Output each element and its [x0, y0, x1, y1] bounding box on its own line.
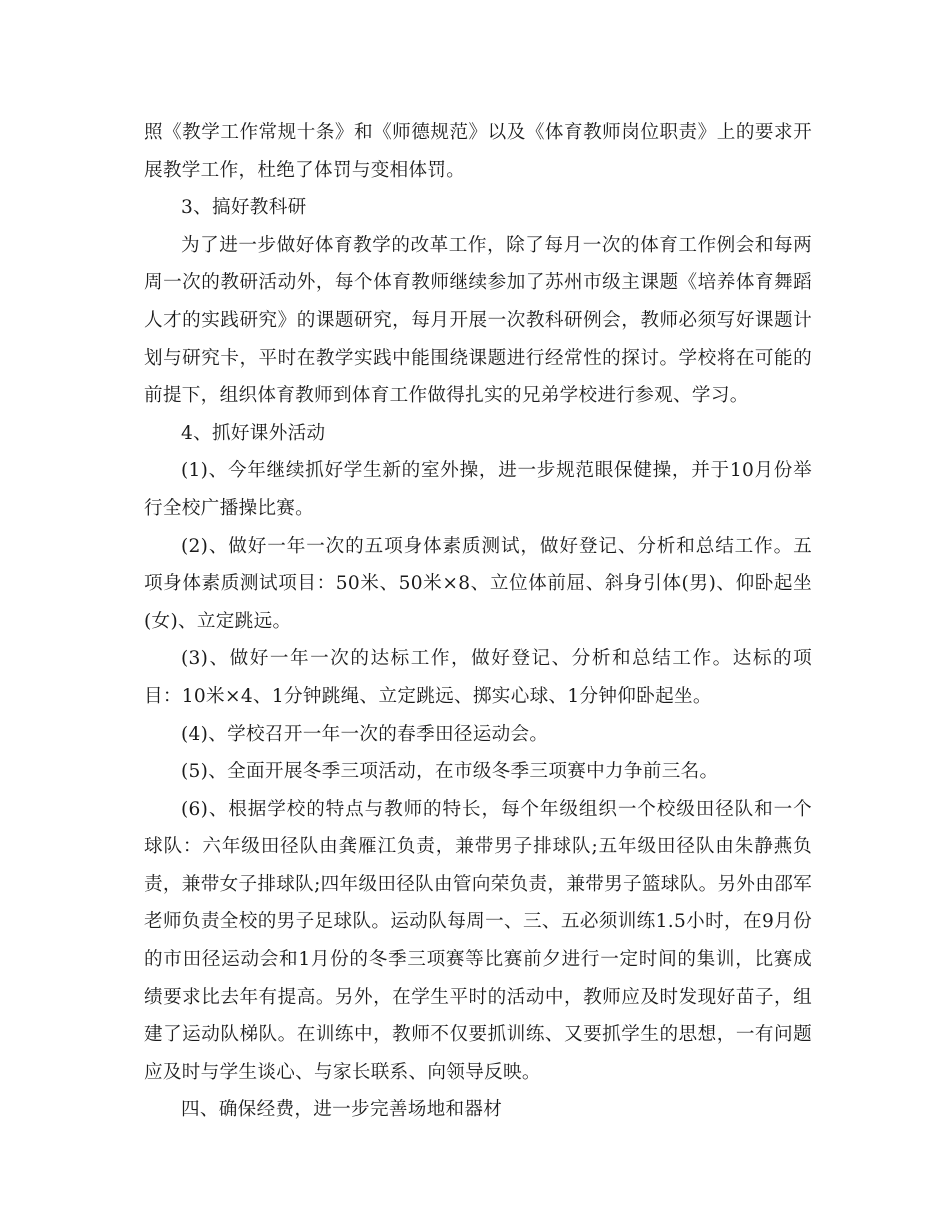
heading-research: 3、搞好教科研: [181, 197, 307, 219]
heading-extracurricular: 4、抓好课外活动: [181, 422, 326, 444]
heading-funding: 四、确保经费，进一步完善场地和器材: [181, 1099, 503, 1121]
paragraph-teaching-norms: 照《教学工作常规十条》和《师德规范》以及《体育教师岗位职责》上的要求开展教学工作，杜绝了体罚与变相体罚。: [144, 122, 812, 181]
paragraph-item-3: (3)、做好一年一次的达标工作，做好登记、分析和总结工作。达标的项目：10米×4、1分钟跳绳、立定跳远、掷实心球、1分钟仰卧起坐。: [144, 648, 812, 707]
paragraph-item-5: (5)、全面开展冬季三项活动，在市级冬季三项赛中力争前三名。: [181, 761, 719, 783]
paragraph-item-4: (4)、学校召开一年一次的春季田径运动会。: [181, 723, 549, 745]
paragraph-item-1: (1)、今年继续抓好学生新的室外操，进一步规范眼保健操，并于10月份举行全校广播操比赛。: [144, 460, 812, 519]
paragraph-item-2: (2)、做好一年一次的五项身体素质测试，做好登记、分析和总结工作。五项身体素质测试项目：50米、50米×8、立位体前屈、斜身引体(男)、仰卧起坐(女)、立定跳远。: [144, 535, 812, 632]
paragraph-item-6: (6)、根据学校的特点与教师的特长，每个年级组织一个校级田径队和一个球队：六年级田径队由龚雁江负责，兼带男子排球队;五年级田径队由朱静燕负责，兼带女子排球队;四年级田径队由管向荣负责，兼带男子篮球队。另外由邵军老师负责全校的男子足球队。运动队每周一、三、五必须训练1.5小时，在9月份的市田径运动会和1月份的冬季三项赛等比赛前夕进行一定时间的集训，比赛成绩要求比去年有提高。另外，在学生平时的活动中，教师应及时发现好苗子，组建了运动队梯队。在训练中，教师不仅要抓训练、又要抓学生的思想，一有问题应及时与学生谈心、与家长联系、向领导反映。: [144, 798, 812, 1083]
document-body: [144, 114, 812, 1129]
paragraph-research: 为了进一步做好体育教学的改革工作，除了每月一次的体育工作例会和每两周一次的教研活动外，每个体育教师继续参加了苏州市级主课题《培养体育舞蹈人才的实践研究》的课题研究，每月开展一次教科研例会，教师必须写好课题计划与研究卡，平时在教学实践中能围绕课题进行经常性的探讨。学校将在可能的前提下，组织体育教师到体育工作做得扎实的兄弟学校进行参观、学习。: [144, 234, 812, 407]
